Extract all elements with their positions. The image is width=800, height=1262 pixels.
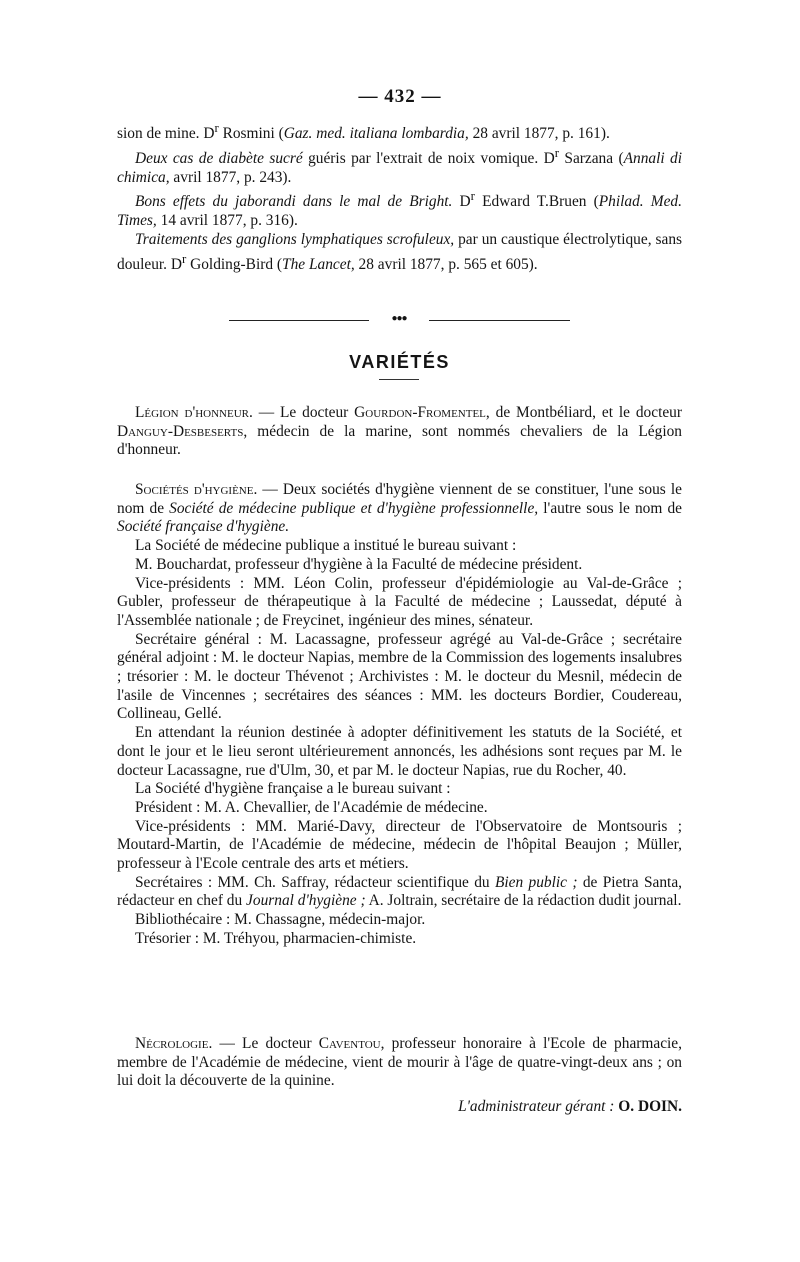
heading-underline xyxy=(379,379,419,380)
legion-label: Légion d'honneur. xyxy=(135,404,253,421)
paragraph: Bibliothécaire : M. Chassagne, médecin-major. xyxy=(135,911,426,929)
necrologie-label: Nécrologie. xyxy=(135,1035,213,1052)
paragraph: Secrétaires : MM. Ch. Saffray, rédacteur scientifique du Bien public ; de Pietra Santa, rédacteur en chef du Journal d'hygiène ; A. Joltrain, secrétaire de la rédaction dudit journal. xyxy=(117,873,682,910)
reference-item: Bons effets du jaborandi dans le mal de Bright. $D^r$ Edward T.Bruen (Philad. Med. Times, 14 avril 1877, p. 316). xyxy=(117,189,682,230)
reference-item: Traitements des ganglions lymphatiques scrofuleux, par un caustique électrolytique, sans douleur. $D^r$ Golding-Bird (The Lancet, 28 avril 1877, p. 565 et 605). xyxy=(117,230,682,273)
societes-hygiene-block: Sociétés d'hygiène. — Deux sociétés d'hygiène viennent de se constituer, l'une sous le nom de Société de médecine publique et d'hygiène professionnelle, l'autre sous le nom de Société française d'hygiène. La Société de médecine publique a institué le bureau suivant : M. Bouchardat, professeur d'hygiène à la Faculté de médecine président. Vice-présidents : MM. Léon Colin, professeur d'épidémiologie au Val-de-Grâce ; Gubler, professeur de thérapeutique à la Faculté de médecine ; Laussedat, député à l'Assemblée nationale ; de Freycinet, ingénieur des mines, sénateur. Secrétaire général : M. Lacassagne, professeur agrégé au Val-de-Grâce ; secrétaire général adjoint : M. le docteur Napias, membre de la Commission des logements insalubres ; trésorier : M. le docteur Thévenot ; Archivistes : M. le docteur du Mesnil, médecin de l'asile de Vincennes ; secrétaires des séances : MM. les docteurs Bordier, Coudereau, Collineau, Gellé. En attendant la réunion destinée à adopter définitivement les statuts de la Société, et dont le jour et le lieu seront ultérieurement annoncés, les adhésions sont reçues par M. le docteur Lacassagne, rue d'Ulm, 30, et par M. le docteur Napias, rue du Rocher, 40. La Société d'hygiène française a le bureau suivant : Président : M. A. Chevallier, de l'Académie de médecine. Vice-présidents : MM. Marié-Davy, directeur de l'Observatoire de Montsouris ; Moutard-Martin, de l'Académie de médecine, médecin de l'hôpital Beaujon ; Müller, professeur à l'Ecole centrale des arts et métiers. Secrétaires : MM. Ch. Saffray, rédacteur scientifique du Bien public ; de Pietra Santa, rédacteur en chef du Journal d'hygiène ; A. Joltrain, secrétaire de la rédaction dudit journal. Bibliothécaire : M. Chassagne, médecin-major. Trésorier : M. Tréhyou, pharmacien-chimiste. xyxy=(117,481,682,947)
page-number: — 432 — xyxy=(358,86,442,107)
reference-item: sion de mine. $D^r$ Rosmini (Gaz. med. italiana lombardia, 28 avril 1877, p. 161). xyxy=(117,121,610,143)
divider-ornament: ●●● xyxy=(369,315,429,323)
paragraph: Vice-présidents : MM. Léon Colin, professeur d'épidémiologie au Val-de-Grâce ; Gubler, professeur de thérapeutique à la Faculté de médecine ; Laussedat, député à l'Assemblée nationale ; de Freycinet, ingénieur des mines, sénateur. xyxy=(117,574,682,629)
references-block xyxy=(117,119,682,274)
necrologie-paragraph: Nécrologie. — Le docteur Caventou, professeur honoraire à l'Ecole de pharmacie, membre de l'Académie de médecine, vient de mourir à l'âge de quatre-vingt-deux ans ; on lui doit la découverte de la quinine. xyxy=(117,1035,682,1090)
paragraph: Président : M. A. Chevallier, de l'Académie de médecine. xyxy=(135,798,488,816)
paragraph: Vice-présidents : MM. Marié-Davy, directeur de l'Observatoire de Montsouris ; Moutard-Martin, de l'Académie de médecine, médecin de l'hôpital Beaujon ; Müller, professeur à l'Ecole centrale des arts et métiers. xyxy=(117,817,682,873)
paragraph: La Société d'hygiène française a le bureau suivant : xyxy=(135,780,451,798)
legion-honneur-paragraph: Légion d'honneur. — Le docteur Gourdon-Fromentel, de Montbéliard, et le docteur Danguy-Desbeserts, médecin de la marine, sont nommés chevaliers de la Légion d'honneur. xyxy=(117,404,682,459)
reference-item: Deux cas de diabète sucré guéris par l'extrait de noix vomique. $D^r$ Sarzana (Annali di chimica, avril 1877, p. 243). xyxy=(117,145,683,186)
paragraph: M. Bouchardat, professeur d'hygiène à la Faculté de médecine président. xyxy=(135,555,583,573)
paragraph: Trésorier : M. Tréhyou, pharmacien-chimiste. xyxy=(135,929,417,947)
paragraph: Secrétaire général : M. Lacassagne, professeur agrégé au Val-de-Grâce ; secrétaire général adjoint : M. le docteur Napias, membre de la Commission des logements insalubres ; trésorier : M. le docteur Thévenot ; Archivistes : M. le docteur du Mesnil, médecin de l'asile de Vincennes ; secrétaires des séances : MM. les docteurs Bordier, Coudereau, Collineau, Gellé. xyxy=(117,630,682,723)
paragraph: La Société de médecine publique a institué le bureau suivant : xyxy=(135,537,517,555)
signature: L'administrateur gérant : O. DOIN. xyxy=(458,1098,682,1115)
paragraph: En attendant la réunion destinée à adopter définitivement les statuts de la Société, et dont le jour et le lieu seront ultérieurement annoncés, les adhésions sont reçues par M. le docteur Lacassagne, rue d'Ulm, 30, et par M. le docteur Napias, rue du Rocher, 40. xyxy=(117,724,682,779)
section-heading: VARIÉTÉS xyxy=(349,352,450,372)
societes-label: Sociétés d'hygiène. xyxy=(135,481,258,498)
